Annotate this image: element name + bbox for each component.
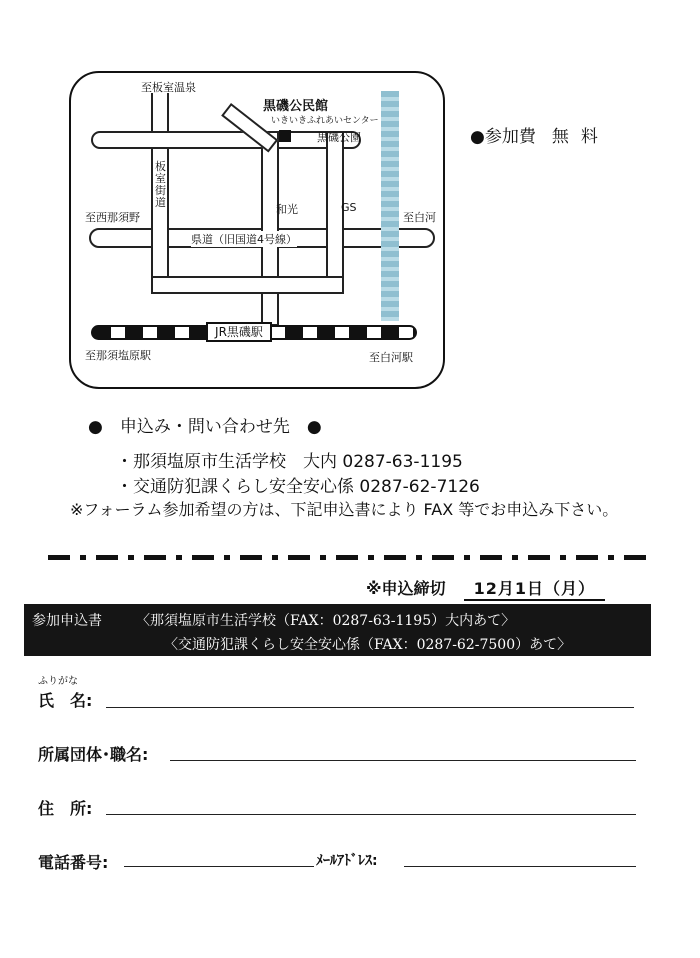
email-label: ﾒｰﾙｱﾄﾞﾚｽ: — [316, 853, 378, 869]
application-note: ※フォーラム参加希望の方は、下記申込書により FAX 等でお申込み下さい。 — [70, 500, 619, 519]
map-station-kuroiso: JR黒磯駅 — [206, 322, 272, 342]
furigana-label: ふりがな — [38, 676, 78, 687]
map-label-shirakawa-station: 至白河駅 — [369, 351, 413, 364]
map-label-itamuro-street: 板室街道 — [155, 160, 166, 209]
name-label: 氏 名: — [38, 691, 93, 710]
map-label-wako: 和光 — [276, 203, 298, 216]
map-river — [381, 91, 399, 321]
address-field[interactable] — [106, 814, 636, 815]
access-map — [69, 71, 445, 389]
map-label-shirakawa: 至白河 — [403, 211, 436, 224]
contact-line-safety: ・交通防犯課くらし安全安心係 0287-62-7126 — [116, 477, 480, 497]
deadline — [366, 576, 605, 599]
address-label: 住 所: — [38, 799, 93, 818]
contact-line-school: ・那須塩原市生活学校 大内 0287-63-1195 — [116, 452, 463, 472]
email-field[interactable] — [404, 866, 636, 867]
fee-label: ●参加費 — [470, 127, 536, 147]
participation-fee — [470, 122, 610, 147]
map-kominkan-marker — [279, 130, 291, 142]
deadline-date: 12月1日（月） — [464, 579, 605, 601]
map-label-nishinasuno: 至西那須野 — [85, 211, 140, 224]
map-label-prefectural-road: 県道（旧国道4号線） — [191, 233, 297, 246]
phone-field[interactable] — [124, 866, 314, 867]
map-label-kuroiso-park: 黒磯公園 — [317, 131, 361, 144]
name-field[interactable] — [106, 707, 634, 708]
banner-fax-safety: 〈交通防犯課くらし安全安心係（FAX：0287-62-7500）あて〉 — [164, 637, 572, 653]
banner-fax-school: 〈那須塩原市生活学校（FAX：0287-63-1195）大内あて〉 — [136, 613, 516, 629]
map-road-center-vertical — [261, 131, 279, 326]
map-label-kominkan: 黒磯公民館 — [263, 99, 329, 114]
cut-line-divider — [48, 555, 646, 560]
contact-heading: ● 申込み・問い合わせ先 ● — [88, 417, 322, 437]
fee-value: 無料 — [551, 127, 610, 147]
affiliation-field[interactable] — [170, 760, 636, 761]
affiliation-label: 所属団体･職名: — [38, 745, 149, 764]
application-form-banner — [24, 604, 651, 656]
banner-title: 参加申込書 — [32, 613, 102, 629]
map-label-ikiiki-center: いきいきふれあいセンター — [271, 116, 379, 126]
map-label-nasushiobara-station: 至那須塩原駅 — [85, 349, 151, 362]
deadline-label: ※申込締切 — [366, 579, 446, 598]
map-road-lower-horizontal — [151, 276, 344, 294]
map-label-itamuro-onsen: 至板室温泉 — [141, 81, 196, 94]
map-label-gs: GS — [341, 201, 357, 214]
phone-label: 電話番号: — [38, 853, 109, 872]
